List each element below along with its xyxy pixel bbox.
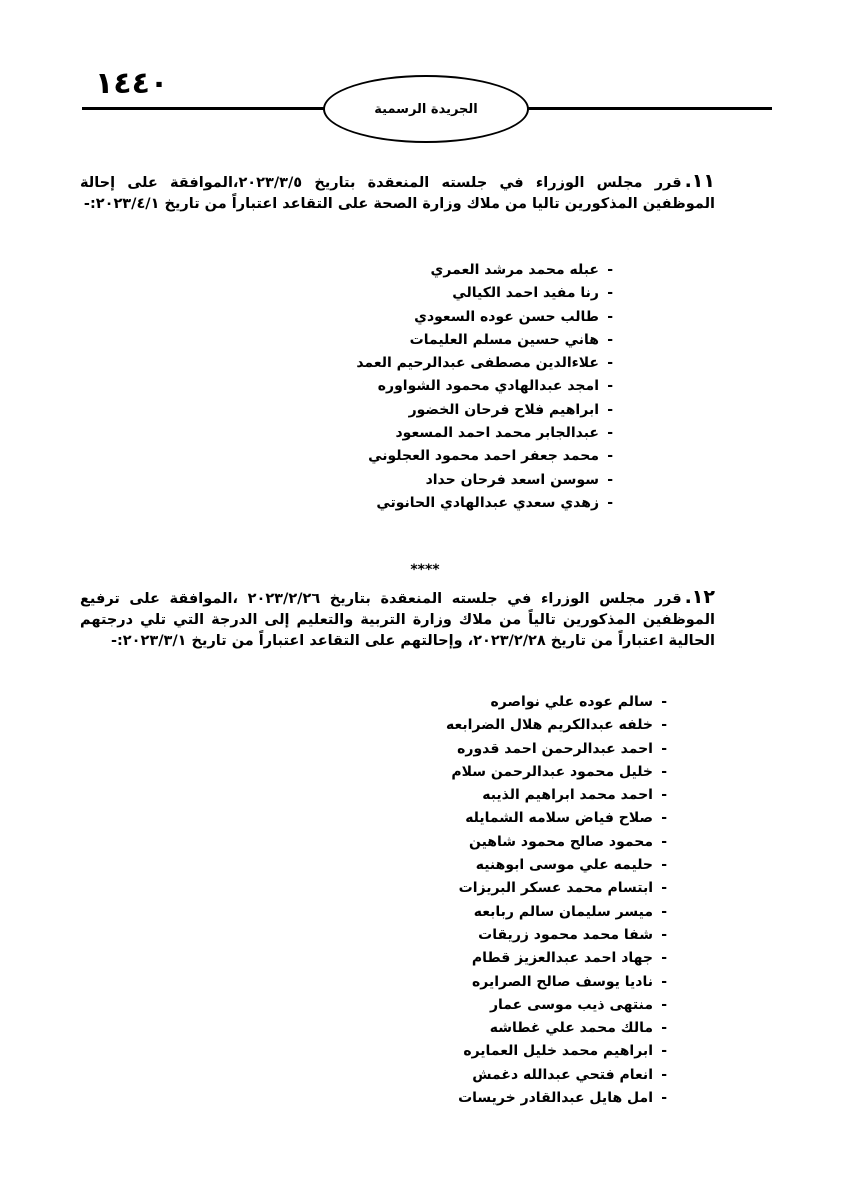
list-bullet: - — [607, 285, 613, 302]
list-bullet: - — [661, 740, 667, 757]
person-name: عبله محمد مرشد العمري — [430, 262, 599, 278]
decision-11-number: ١١. — [684, 170, 715, 192]
list-bullet: - — [607, 355, 613, 372]
decision-11-text: قرر مجلس الوزراء في جلسته المنعقدة بتاريخ ٢٠٢٣/٣/٥،الموافقة على إحالة الموظفين المذكورين تاليا من ملاك وزارة الصحة على التقاعد اعتباراً من تاريخ ٢٠٢٣/٤/١:- — [80, 175, 715, 212]
list-bullet: - — [661, 1020, 667, 1037]
person-name: خليل محمود عبدالرحمن سلام — [451, 763, 653, 780]
person-name: سوسن اسعد فرحان حداد — [425, 471, 599, 488]
list-item — [356, 306, 613, 329]
person-name: ابتسام محمد عسكر البريزات — [458, 880, 653, 897]
list-item — [356, 259, 613, 282]
list-bullet: - — [607, 494, 613, 511]
page-number: ١٤٤٠ — [95, 66, 169, 101]
decision-11 — [80, 170, 715, 214]
list-bullet: - — [607, 331, 613, 348]
person-name: انعام فتحي عبدالله دغمش — [472, 1066, 653, 1083]
person-name: امل هايل عبدالقادر خريسات — [458, 1090, 653, 1107]
person-name: صلاح فياض سلامه الشمايله — [465, 810, 653, 827]
person-name: محمد جعفر احمد محمود العجلوني — [368, 448, 599, 465]
list-item — [356, 329, 613, 352]
list-item — [446, 691, 667, 714]
list-item — [356, 282, 613, 305]
list-item — [446, 761, 667, 784]
list-item — [446, 901, 667, 924]
list-item — [446, 994, 667, 1017]
list-item — [446, 714, 667, 737]
header-oval — [323, 75, 529, 143]
person-name: ميسر سليمان سالم ربابعه — [473, 903, 653, 920]
person-name: طالب حسن عوده السعودي — [414, 308, 599, 325]
list-bullet: - — [607, 401, 613, 418]
person-name: مالك محمد علي غطاشه — [489, 1020, 653, 1037]
list-bullet: - — [661, 763, 667, 780]
list-bullet: - — [661, 973, 667, 990]
person-name: زهدي سعدي عبدالهادي الحانوتي — [376, 494, 599, 511]
person-name: سالم عوده علي نواصره — [490, 694, 653, 710]
list-bullet: - — [661, 810, 667, 827]
person-name: امجد عبدالهادي محمود الشواوره — [377, 378, 599, 395]
list-bullet: - — [607, 425, 613, 442]
list-bullet: - — [661, 717, 667, 734]
person-name: منتهى ذيب موسى عمار — [489, 996, 653, 1013]
list-bullet: - — [607, 262, 613, 278]
list-bullet: - — [607, 448, 613, 465]
list-item — [356, 445, 613, 468]
list-item — [356, 399, 613, 422]
person-name: خلفه عبدالكريم هلال الضرابعه — [446, 717, 653, 734]
list-bullet: - — [661, 833, 667, 850]
decision-12-number: ١٢. — [684, 586, 715, 608]
person-name: حليمه علي موسى ابوهنيه — [475, 857, 653, 874]
names-list-11 — [356, 259, 613, 515]
list-item — [356, 492, 613, 515]
list-bullet: - — [661, 694, 667, 710]
list-item — [356, 422, 613, 445]
list-item — [356, 375, 613, 398]
person-name: احمد محمد ابراهيم الذيبه — [482, 787, 653, 804]
person-name: محمود صالح محمود شاهين — [468, 833, 653, 850]
list-item — [446, 738, 667, 761]
list-bullet: - — [607, 308, 613, 325]
list-item — [446, 854, 667, 877]
list-item — [446, 831, 667, 854]
list-bullet: - — [607, 471, 613, 488]
list-bullet: - — [661, 950, 667, 967]
list-item — [446, 877, 667, 900]
list-bullet: - — [661, 880, 667, 897]
list-item — [446, 1017, 667, 1040]
header-title: الجريدة الرسمية — [374, 101, 478, 117]
list-bullet: - — [661, 996, 667, 1013]
person-name: ابراهيم فلاح فرحان الخضور — [408, 401, 599, 418]
person-name: جهاد احمد عبدالعزيز قطام — [471, 950, 653, 967]
list-item — [446, 924, 667, 947]
list-bullet: - — [661, 1090, 667, 1107]
list-bullet: - — [661, 787, 667, 804]
person-name: شفا محمد محمود زريقات — [478, 926, 653, 943]
list-item — [446, 807, 667, 830]
list-bullet: - — [661, 1066, 667, 1083]
person-name: عبدالجابر محمد احمد المسعود — [395, 425, 599, 442]
decision-12 — [80, 586, 715, 651]
person-name: ناديا يوسف صالح الصرايره — [471, 973, 653, 990]
person-name: ابراهيم محمد خليل العمايره — [463, 1043, 653, 1060]
list-bullet: - — [661, 903, 667, 920]
list-item — [446, 971, 667, 994]
list-item — [446, 1087, 667, 1110]
list-item — [446, 1064, 667, 1087]
list-item — [446, 784, 667, 807]
names-list-12 — [446, 691, 667, 1110]
list-item — [446, 1040, 667, 1063]
person-name: علاءالدين مصطفى عبدالرحيم العمد — [356, 355, 599, 372]
person-name: رنا مفيد احمد الكيالي — [452, 285, 599, 302]
list-item — [356, 469, 613, 492]
person-name: هاني حسين مسلم العليمات — [409, 331, 599, 348]
list-bullet: - — [661, 1043, 667, 1060]
list-bullet: - — [661, 926, 667, 943]
list-bullet: - — [607, 378, 613, 395]
list-item — [356, 352, 613, 375]
list-item — [446, 947, 667, 970]
person-name: احمد عبدالرحمن احمد قدوره — [457, 740, 653, 757]
decision-12-text: قرر مجلس الوزراء في جلسته المنعقدة بتاريخ ٢٠٢٣/٢/٢٦ ،الموافقة على ترفيع الموظفين المذكورين تالياً من ملاك وزارة التربية والتعليم إلى الدرجة التي تلي درجتهم الحالية اعتباراً من تاريخ ٢٠٢٣/٢/٢٨، وإحالتهم على التقاعد اعتباراً من تاريخ ٢٠٢٣/٣/١:- — [80, 591, 715, 649]
section-separator: **** — [410, 562, 440, 578]
list-bullet: - — [661, 857, 667, 874]
